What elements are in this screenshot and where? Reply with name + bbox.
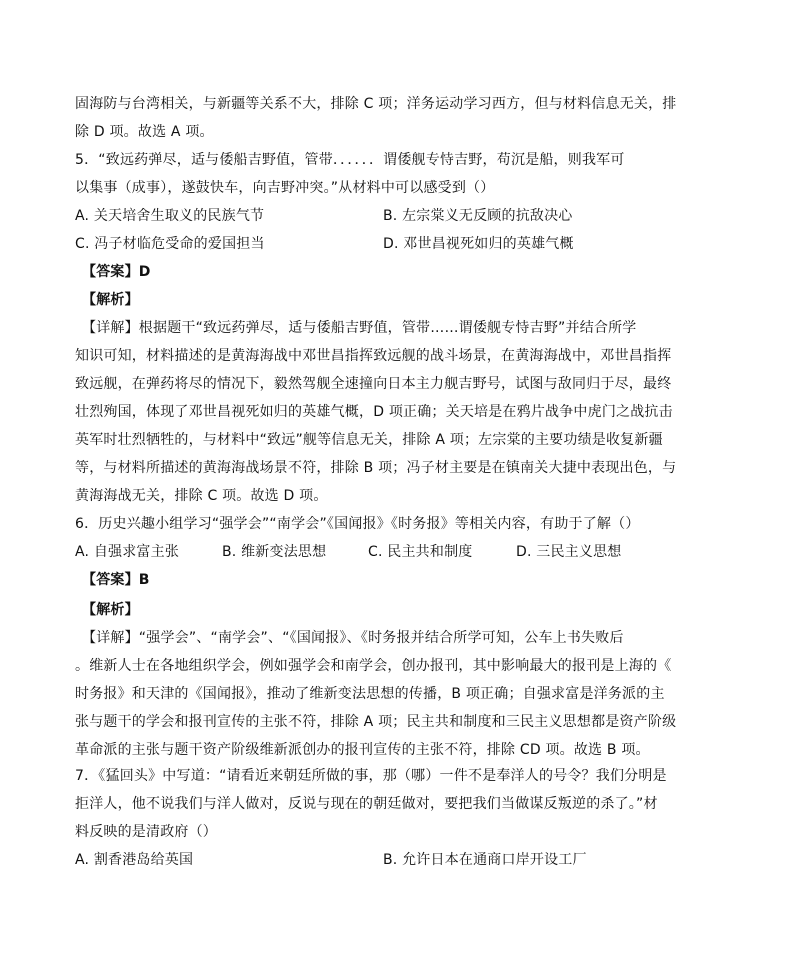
question-6-stem: 6．历史兴趣小组学习“强学会”“南学会”《国闻报》《时务报》等相关内容，有助于了解（）	[75, 516, 640, 532]
question-5-stem: 5．“致远药弹尽，适与倭船吉野值，管带．．．．．．谓倭舰专恃吉野，苟沉是船，则我军可	[75, 152, 625, 168]
explanation-line: 致远舰，在弹药将尽的情况下，毅然驾舰全速撞向日本主力舰吉野号，试图与敌同归于尽，最终	[75, 376, 672, 392]
analysis-label: 【解析】	[82, 602, 139, 618]
explanation-line: 时务报》和天津的《国闻报》，推动了维新变法思想的传播，B 项正确；自强求富是洋务派的主	[75, 686, 665, 702]
text-line: 固海防与台湾相关，与新疆等关系不大，排除 C 项；洋务运动学习西方，但与材料信息无关，排	[75, 96, 677, 112]
explanation-line: 英军时壮烈牺牲的，与材料中“致远”舰等信息无关，排除 A 项；左宗棠的主要功绩是收复新疆	[75, 432, 663, 448]
option-b: B. 左宗棠义无反顾的抗敌决心	[383, 208, 573, 224]
explanation-line: 张与题干的学会和报刊宣传的主张不符，排除 A 项；民主共和制度和三民主义思想都是资产阶级	[75, 714, 677, 730]
option-d: D. 邓世昌视死如归的英雄气概	[383, 236, 574, 252]
question-7-stem: 料反映的是清政府（）	[75, 824, 217, 840]
option-b: B. 允许日本在通商口岸开设工厂	[383, 852, 587, 868]
analysis-label: 【解析】	[82, 292, 139, 308]
explanation-line: 黄海海战无关，排除 C 项。故选 D 项。	[75, 488, 328, 504]
explanation-line: 壮烈殉国，体现了邓世昌视死如归的英雄气概，D 项正确；关天培是在鸦片战争中虎门之战抗击	[75, 404, 673, 420]
option-a: A. 割香港岛给英国	[75, 852, 194, 868]
explanation-line: 【详解】根据题干“致远药弹尽，适与倭船吉野值，管带……谓倭舰专恃吉野”并结合所学	[82, 320, 637, 336]
explanation-line: 【详解】“强学会”、“南学会”、“《国闻报》、《时务报并结合所学可知，公车上书失败后	[82, 630, 624, 646]
option-a: A. 关天培舍生取义的民族气节	[75, 208, 265, 224]
option-b: B. 维新变法思想	[222, 544, 327, 560]
option-a: A. 自强求富主张	[75, 544, 180, 560]
option-c: C. 冯子材临危受命的爱国担当	[75, 236, 265, 252]
question-7-stem: 7．《猛回头》中写道：“请看近来朝廷所做的事，那（哪）一件不是奉洋人的号令？我们分明是	[75, 768, 667, 784]
question-7-stem: 拒洋人，他不说我们与洋人做对，反说与现在的朝廷做对，要把我们当做谋反叛逆的杀了。”材	[75, 796, 658, 812]
explanation-line: 。维新人士在各地组织学会，例如强学会和南学会，创办报刊，其中影响最大的报刊是上海的《	[75, 658, 672, 674]
explanation-line: 知识可知，材料描述的是黄海海战中邓世昌指挥致远舰的战斗场景，在黄海海战中，邓世昌指挥	[75, 348, 672, 364]
question-5-stem: 以集事（成事），遂鼓快车，向吉野冲突。”从材料中可以感受到（）	[75, 180, 495, 196]
option-c: C. 民主共和制度	[368, 544, 473, 560]
option-d: D. 三民主义思想	[516, 544, 622, 560]
answer-label: 【答案】B	[82, 572, 150, 588]
explanation-line: 革命派的主张与题干资产阶级维新派创办的报刊宣传的主张不符，排除 CD 项。故选 B 项。	[75, 742, 650, 758]
explanation-line: 等，与材料所描述的黄海海战场景不符，排除 B 项；冯子材主要是在镇南关大捷中表现出色，与	[75, 460, 677, 476]
answer-label: 【答案】D	[82, 264, 151, 280]
text-line: 除 D 项。故选 A 项。	[75, 124, 214, 140]
